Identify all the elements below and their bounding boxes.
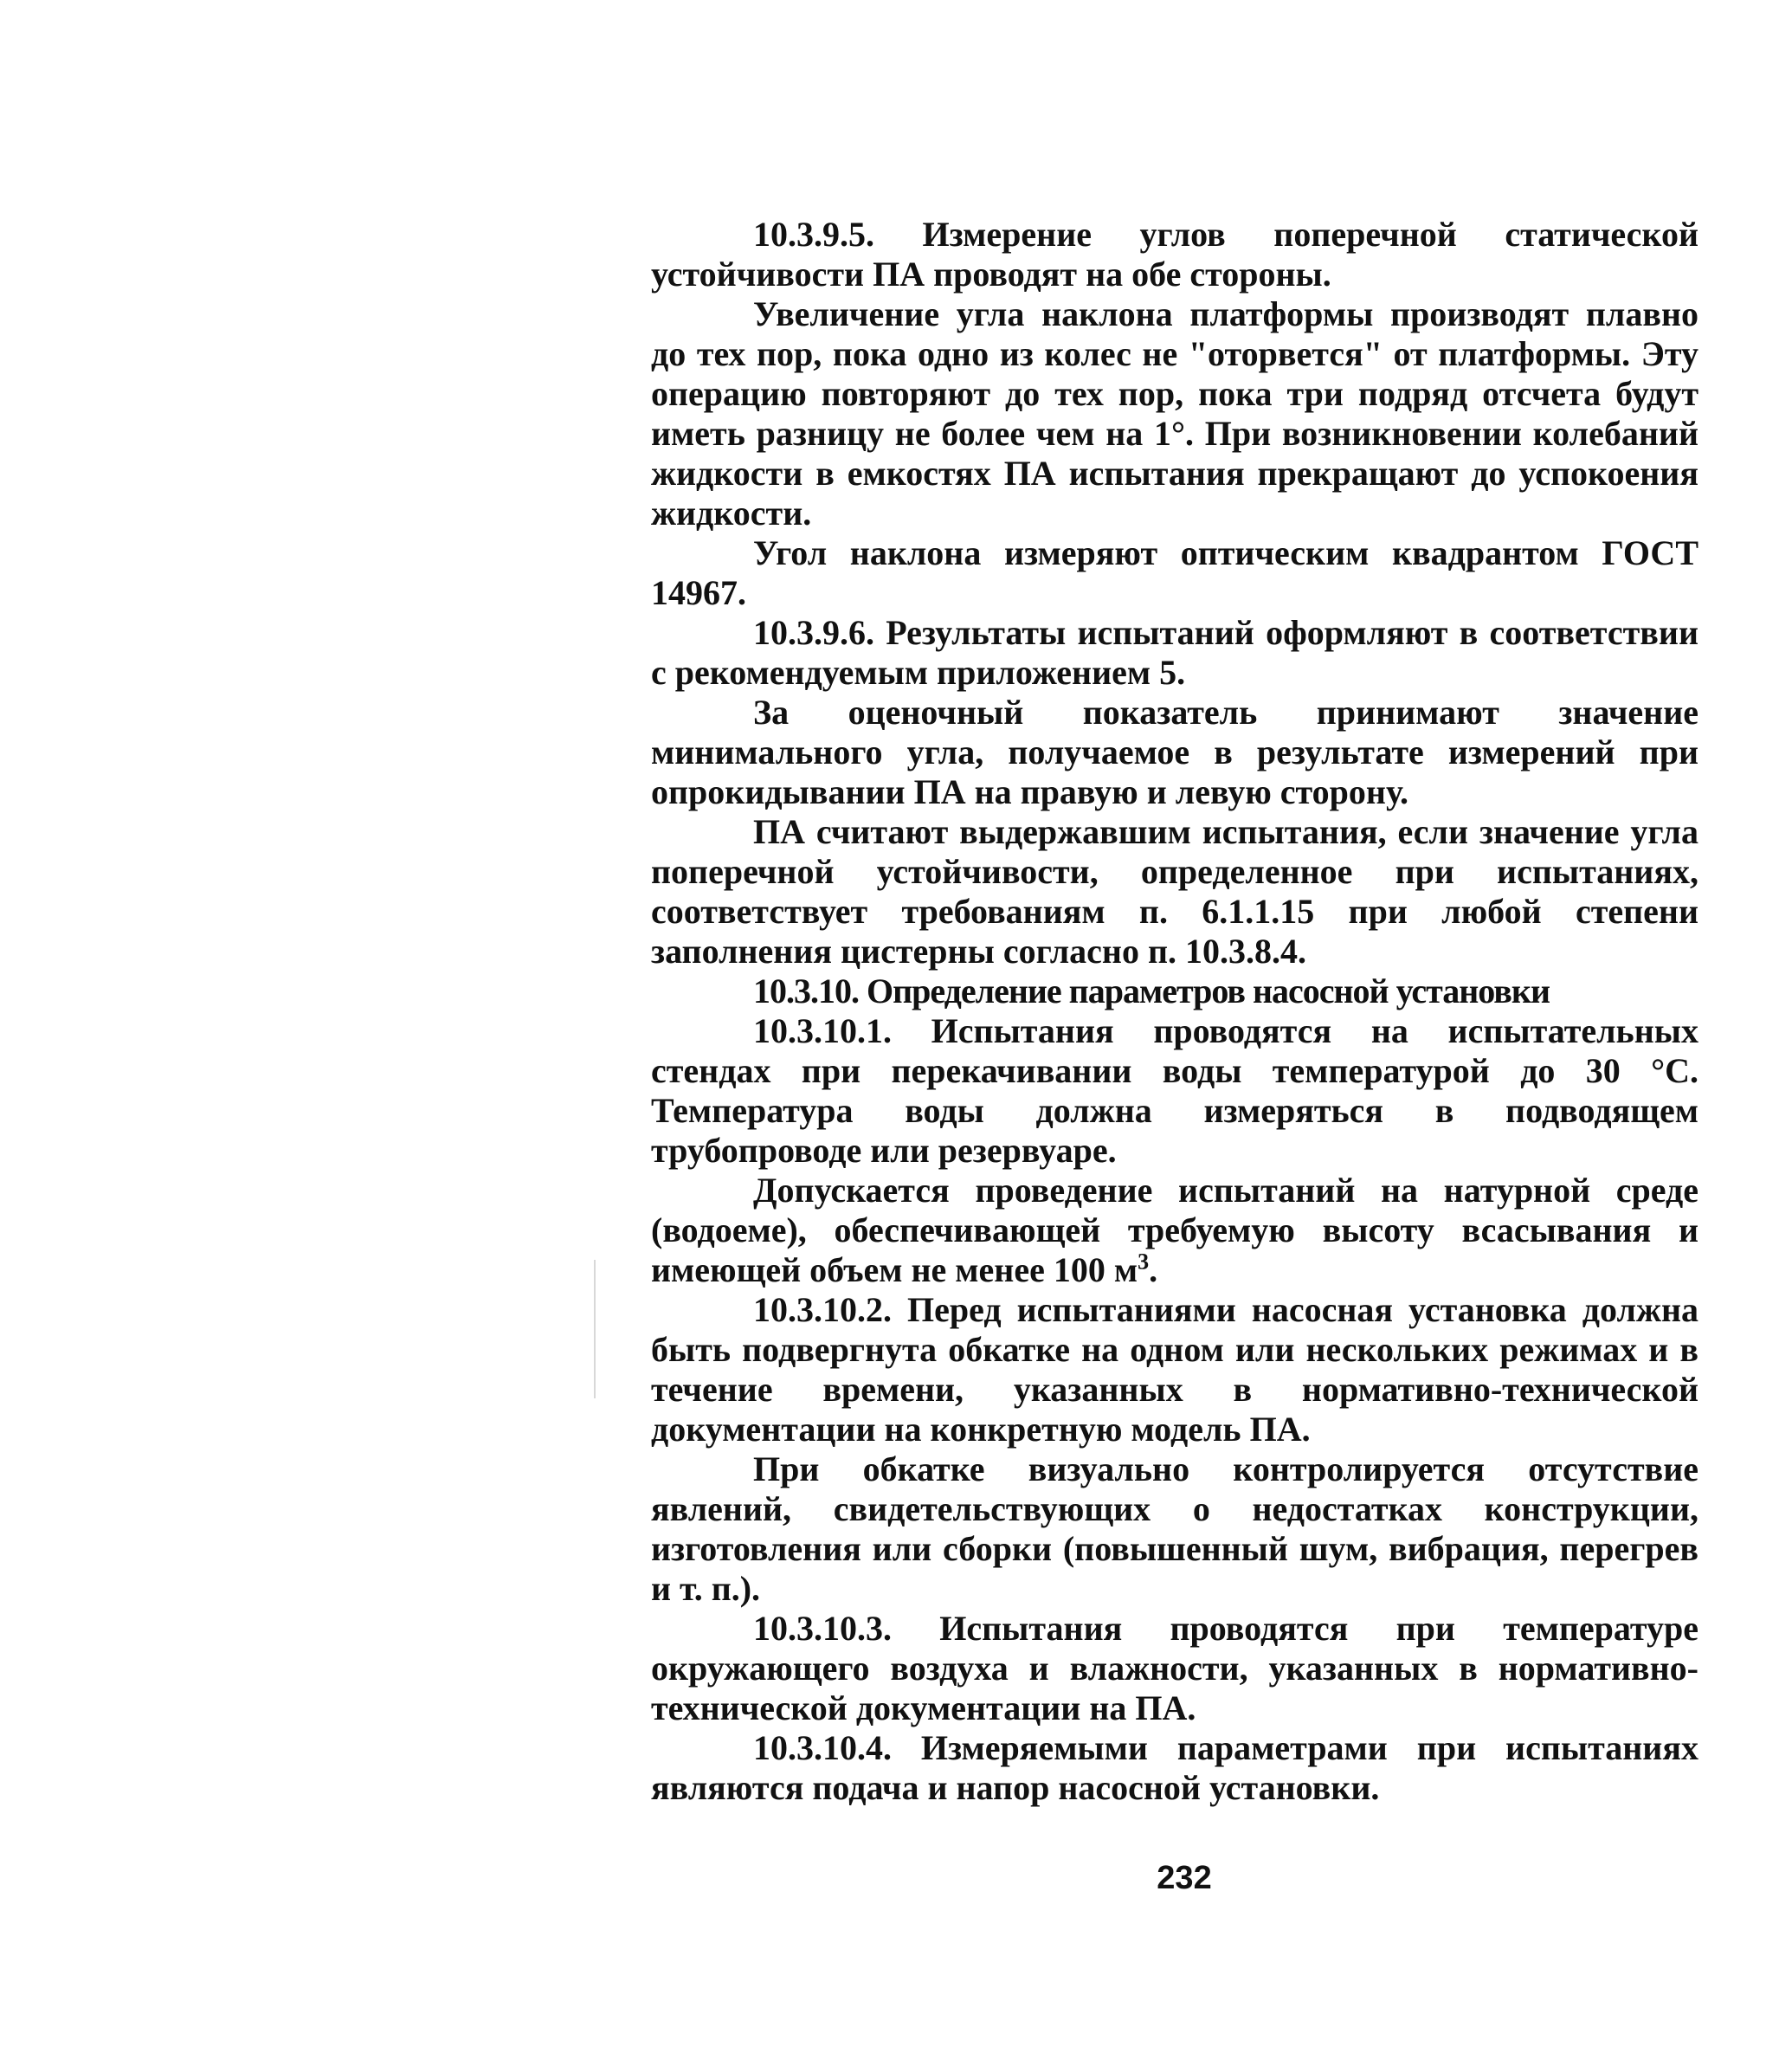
paragraph-passed-test: ПА считают выдержавшим испытания, если значение угла поперечной устойчивости, определенное при испытаниях, соответствует требованиям п. 6.1.1.15 при любой степени заполнения цистерны согласно п. 10.3.8.4. xyxy=(651,812,1698,971)
scan-margin-line xyxy=(594,1260,596,1398)
paragraph-10-3-9-5: 10.3.9.5. Измерение углов поперечной статической устойчивости ПА проводят на обе стороны. xyxy=(651,215,1698,294)
paragraph-10-3-10-2: 10.3.10.2. Перед испытаниями насосная установка должна быть подвергнута обкатке на одном или нескольких режимах и в течение времени, указанных в нормативно-технической документации на конкретную модель ПА. xyxy=(651,1290,1698,1449)
paragraph-quadrant: Угол наклона измеряют оптическим квадрантом ГОСТ 14967. xyxy=(651,533,1698,612)
paragraph-run-in-control: При обкатке визуально контролируется отсутствие явлений, свидетельствующих о недостатках конструкции, изготовления или сборки (повышенный шум, вибрация, перегрев и т. п.). xyxy=(651,1449,1698,1608)
paragraph-10-3-9-6: 10.3.9.6. Результаты испытаний оформляют в соответствии с рекомендуемым приложением 5. xyxy=(651,613,1698,692)
paragraph-natural-environment xyxy=(651,1171,1698,1290)
body-text xyxy=(651,215,1698,1808)
paragraph-10-3-10-3: 10.3.10.3. Испытания проводятся при температуре окружающего воздуха и влажности, указанных в нормативно-технической документации на ПА. xyxy=(651,1609,1698,1727)
natural-environment-period: . xyxy=(1149,1250,1158,1289)
paragraph-10-3-10-1: 10.3.10.1. Испытания проводятся на испытательных стендах при перекачивании воды температурой до 30 °С. Температура воды должна измеряться в подводящем трубопроводе или резервуаре. xyxy=(651,1011,1698,1170)
natural-environment-text: Допускается проведение испытаний на натурной среде (водоеме), обеспечивающей требуемую высоту всасывания и имеющей объем не менее 100 м xyxy=(651,1171,1698,1289)
paragraph-10-3-10-4: 10.3.10.4. Измеряемыми параметрами при испытаниях являются подача и напор насосной установки. xyxy=(651,1728,1698,1807)
section-heading-10-3-10: 10.3.10. Определение параметров насосной установки xyxy=(753,971,1550,1010)
cubic-superscript: 3 xyxy=(1138,1249,1150,1275)
page-number: 232 xyxy=(1157,1860,1212,1896)
paragraph-min-angle: За оценочный показатель принимают значение минимального угла, получаемое в результате измерений при опрокидывании ПА на правую и левую сторону. xyxy=(651,693,1698,811)
paragraph-platform-tilt: Увеличение угла наклона платформы производят плавно до тех пор, пока одно из колес не "оторвется" от платформы. Эту операцию повторяют до тех пор, пока три подряд отсчета будут иметь разницу не более чем на 1°. При возникновении колебаний жидкости в емкостях ПА испытания прекращают до успокоения жидкости. xyxy=(651,294,1698,533)
